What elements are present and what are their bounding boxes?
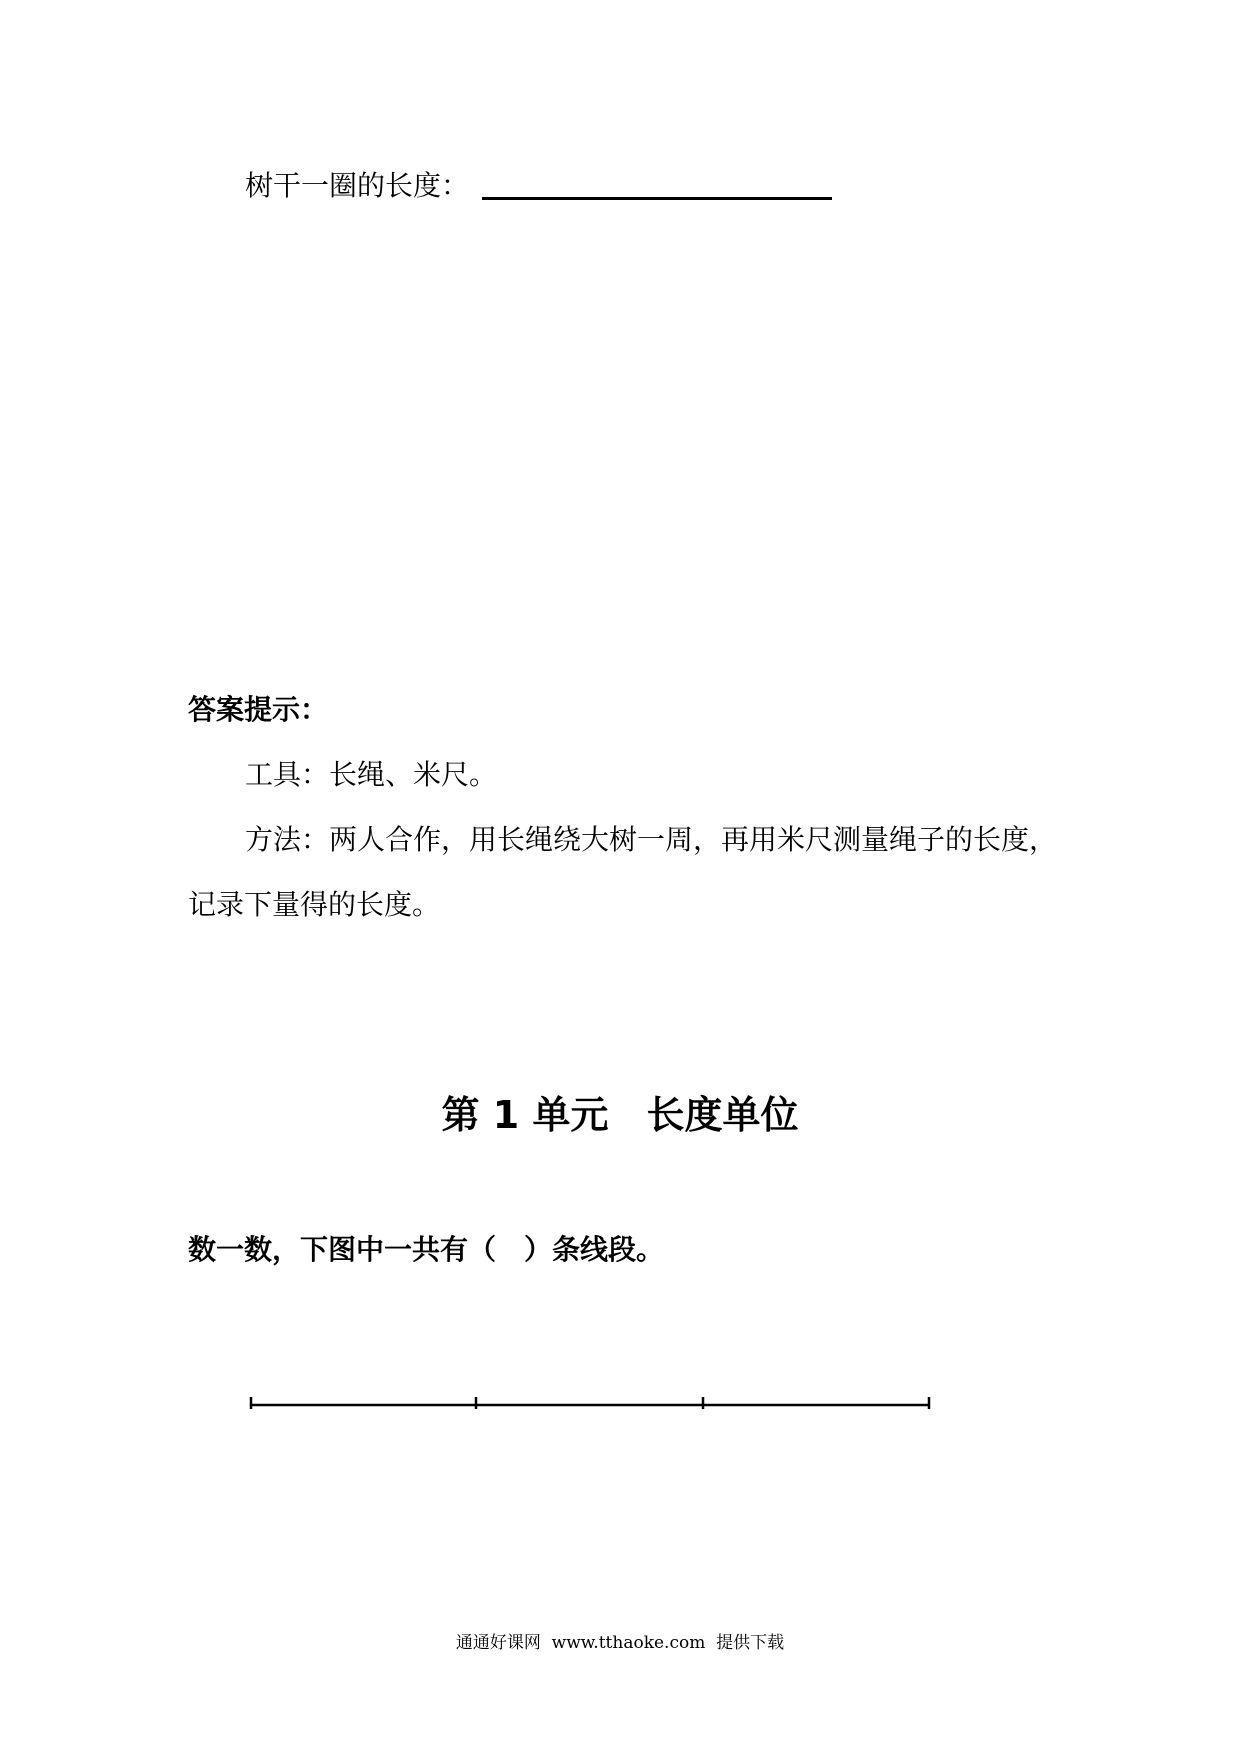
unit-title: 第 1 单元 长度单位 bbox=[441, 1093, 799, 1137]
answer-blank-line bbox=[482, 197, 832, 200]
line-segment-figure bbox=[240, 1380, 940, 1420]
footer-source: 通通好课网 www.tthaoke.com 提供下载 bbox=[455, 1633, 785, 1653]
answer-hint-method-line1: 方法：两人合作，用长绳绕大树一周，再用米尺测量绳子的长度， bbox=[245, 823, 1058, 856]
tree-circumference-label: 树干一圈的长度： bbox=[245, 169, 470, 202]
answer-hint-tools: 工具：长绳、米尺。 bbox=[245, 758, 498, 791]
answer-hint-method-line2: 记录下量得的长度。 bbox=[188, 888, 441, 921]
answer-hint-heading: 答案提示： bbox=[188, 693, 329, 726]
question-text: 数一数，下图中一共有（ ）条线段。 bbox=[188, 1233, 665, 1266]
